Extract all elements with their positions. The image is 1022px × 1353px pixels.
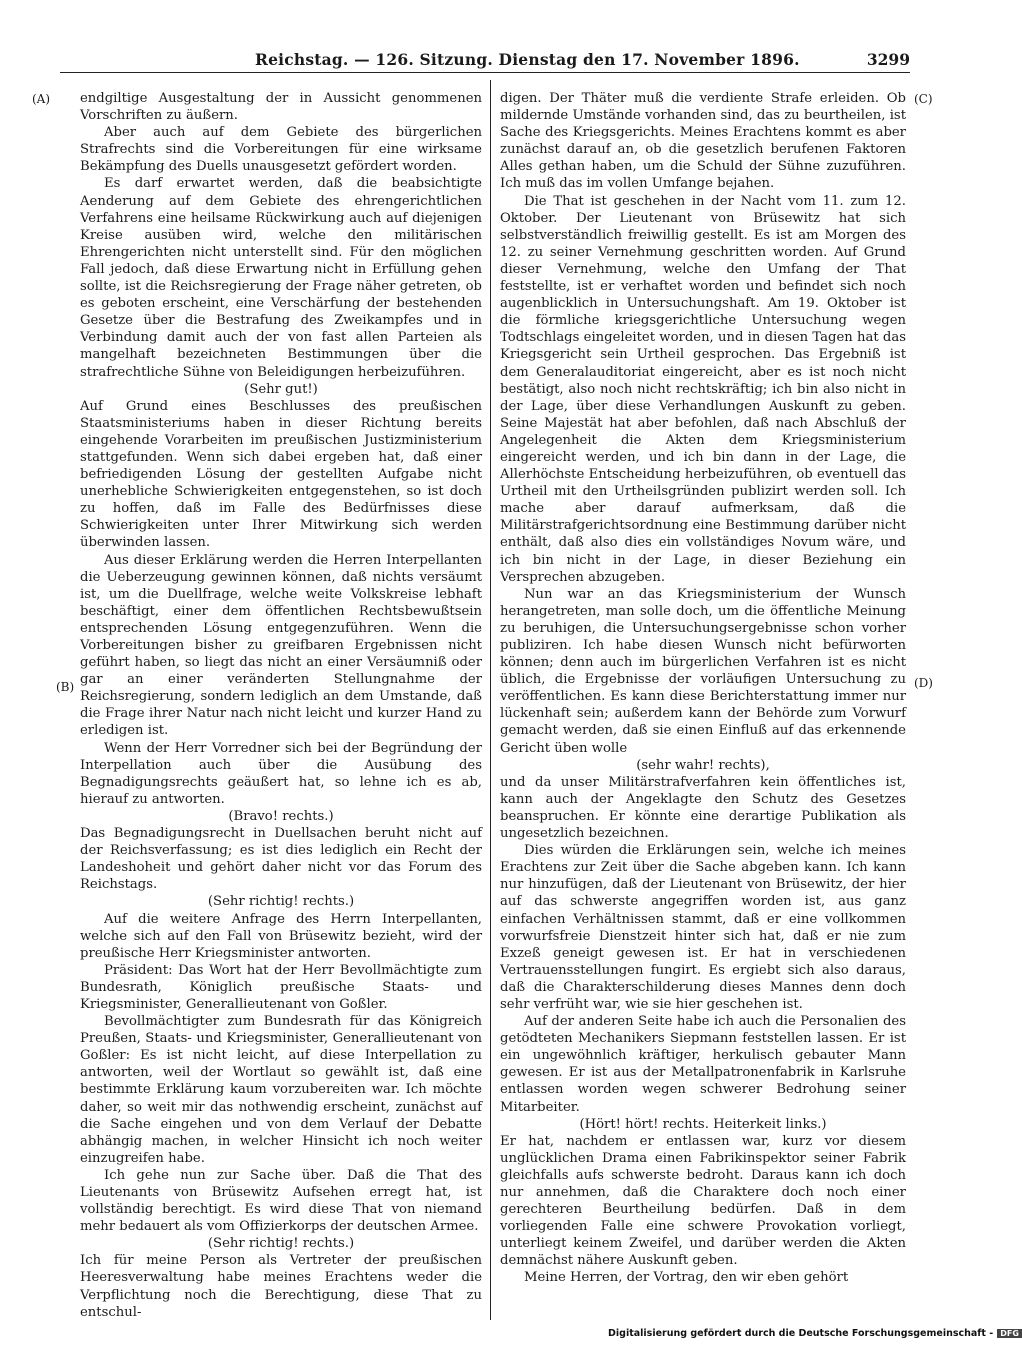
paragraph: (sehr wahr! rechts), [636,757,770,773]
dfg-logo: DFG [997,1329,1022,1338]
paragraph: Aber auch auf dem Gebiete des bürgerlichen Strafrechts sind die Vorbereitungen für eine wirksame Bekämpfung des Duells unausgesetzt gefördert worden. [80,125,482,175]
paragraph: Die That ist geschehen in der Nacht vom 11. zum 12. Oktober. Der Lieutenant von Brüsewitz hat sich selbstverständlich freiwillig gestellt. Es ist am Morgen des 12. zu seiner Vernehmung geschritten worden. Auf Grund dieser Vernehmung, welche den Umfang der That feststellte, ist er verhaftet worden und befindet sich noch augenblicklich in Untersuchungshaft. Am 19. Oktober ist die förmliche kriegsgerichtliche Untersuchung wegen Todtschlags eingeleitet worden, und in diesen Tagen hat das Kriegsgericht sein Urtheil gesprochen. Das Ergebniß ist dem Generalauditoriat eingereicht, aber es ist noch nicht bestätigt, also noch nicht rechtskräftig; ich bin also nicht in der Lage, über diese Verhandlungen Auskunft zu geben. Seine Majestät hat aber befohlen, daß nach Abschluß der Angelegenheit die Akten dem Kriegsministerium eingereicht werden, und ich bin dann in der Lage, die Allerhöchste Entscheidung herbeizuführen, ob eventuell das Urtheil mit den Urtheilsgründen publizirt werden soll. Ich mache aber darauf aufmerksam, daß die Militärstrafgerichtsordnung eine Bestimmung darüber nicht enthält, daß also dies ein vollständiges Novum wäre, und ich bin nicht in der Lage, in dieser Beziehung ein Versprechen abzugeben. [500,193,906,585]
margin-mark-c: (C) [914,92,933,106]
paragraph: (Sehr richtig! rechts.) [207,1236,355,1252]
paragraph: Auf der anderen Seite habe ich auch die Personalien des getödteten Mechanikers Siepmann feststellen lassen. Er ist ein ungewöhnlich kräftiger, herkulisch gebauter Mann gewesen. Er ist aus der Metallpatronenfabrik in Karlsruhe entlassen worden wegen schwerer Bedrohung seiner Mitarbeiter. [500,1014,906,1115]
paragraph: (Hört! hört! rechts. Heiterkeit links.) [579,1116,827,1132]
column-divider [490,80,491,1320]
footer-text: Digitalisierung gefördert durch die Deutsche Forschungsgemeinschaft - [608,1328,994,1339]
paragraph: Meine Herren, der Vortrag, den wir eben gehört [524,1270,849,1286]
paragraph: (Sehr richtig! rechts.) [207,894,355,910]
paragraph: Es darf erwartet werden, daß die beabsichtigte Aenderung auf dem Gebiete des ehrengerichtlichen Verfahrens eine heilsame Rückwirkung auch auf diejenigen Kreise ausüben wird, welche den militärischen Ehrengerichten nicht unterstellt sind. Für den möglichen Fall jedoch, daß diese Erwartung nicht in Erfüllung gehen sollte, ist die Reichsregierung der Frage näher getreten, ob es geboten erscheint, eine Verschärfung der bestehenden Gesetze über die Bestrafung des Zweikampfes und in Verbindung damit auch der von fast allen Parteien als mangelhaft bezeichneten Bestimmungen über die strafrechtliche Sühne von Beleidigungen herbeizuführen. [80,176,482,380]
header-rule [60,72,910,73]
paragraph: Wenn der Herr Vorredner sich bei der Begründung der Interpellation auch über die Ausübung des Begnadigungsrechts geäußert hat, so lehne ich es ab, hierauf zu antworten. [80,740,482,807]
paragraph: Dies würden die Erklärungen sein, welche ich meines Erachtens zur Zeit über die Sache abgeben kann. Ich kann nur hinzufügen, daß der Lieutenant von Brüsewitz, der hier auf das schwerste angegriffen worden ist, aus ganz einfachen Verhältnissen stammt, daß er eine vollkommen vorwurfsfreie Dienstzeit hinter sich hat, daß er nie zum Exzeß geneigt gewesen ist. Er hat in verschiedenen Vertrauensstellungen fungirt. Es ergiebt sich also daraus, daß die Charakterschilderung dieses Mannes denn doch sehr verfrüht war, wie sie hier geschehen ist. [500,843,906,1012]
page-number: 3299 [866,50,910,69]
paragraph: endgiltige Ausgestaltung der in Aussicht genommenen Vorschriften zu äußern. [80,91,482,124]
paragraph: (Sehr gut!) [244,381,318,397]
paragraph: Auf Grund eines Beschlusses des preußischen Staatsministeriums haben in dieser Richtung bereits eingehende Vorarbeiten im preußischen Justizministerium stattgefunden. Wenn sich dabei ergeben hat, daß einer befriedigenden Lösung der gestellten Aufgabe nicht unerhebliche Schwierigkeiten entgegenstehen, so ist doch zu hoffen, daß im Falle des Bedürfnisses diese Schwierigkeiten unter Ihrer Mitwirkung sich werden überwinden lassen. [80,398,482,551]
paragraph: Aus dieser Erklärung werden die Herren Interpellanten die Ueberzeugung gewinnen können, daß nichts versäumt ist, um die Duellfrage, welche weite Volkskreise lebhaft beschäftigt, einer dem öffentlichen Rechtsbewußtsein entsprechenden Lösung entgegenzuführen. Wenn die Vorbereitungen bisher zu greifbaren Ergebnissen nicht geführt haben, so liegt das nicht an einer Versäumniß oder gar an einer veränderten Stellungnahme der Reichsregierung, sondern lediglich an dem Umstande, daß die Frage ihrer Natur nach nicht leicht und kurzer Hand zu erledigen ist. [80,552,482,739]
paragraph: Präsident: Das Wort hat der Herr Bevollmächtigte zum Bundesrath, Königlich preußische Staats- und Kriegsminister, Generallieutenant von Goßler. [80,962,482,1012]
paragraph: (Bravo! rechts.) [228,808,334,824]
right-text-column [500,90,906,1287]
running-title: Reichstag. — 126. Sitzung. Dienstag den 17. November 1896. [255,50,800,69]
paragraph: Ich für meine Person als Vertreter der preußischen Heeresverwaltung habe meines Erachtens weder die Verpflichtung noch die Berechtigung, diese That zu entschul- [80,1253,482,1320]
margin-mark-a: (A) [32,92,51,106]
paragraph: Das Begnadigungsrecht in Duellsachen beruht nicht auf der Reichsverfassung; es ist dies lediglich ein Recht der Landeshoheit und gehört daher nicht vor das Forum des Reichstags. [80,826,482,893]
footer-credit [608,1328,1022,1339]
left-text-column [80,90,482,1321]
margin-mark-b: (B) [56,680,75,694]
page-header [60,50,910,74]
paragraph: Nun war an das Kriegsministerium der Wunsch herangetreten, man solle doch, um die öffentliche Meinung zu beruhigen, die Untersuchungsergebnisse schon vorher publiziren. Ich habe diesen Wunsch nicht befürworten können; denn auch im bürgerlichen Verfahren ist es nicht üblich, die Ergebnisse der vorläufigen Untersuchung zu veröffentlichen. Es kann diese Berichterstattung immer nur lückenhaft sein; außerdem kann der Behörde zum Vorwurf gemacht werden, daß sie einen Einfluß auf das erkennende Gericht üben wolle [500,586,906,756]
paragraph: Er hat, nachdem er entlassen war, kurz vor diesem unglücklichen Drama einen Fabrikinspektor seiner Fabrik gleichfalls aufs schwerste bedroht. Daraus kann ich doch nur annehmen, daß die Charaktere doch noch einer gerechteren Beurtheilung bedürfen. Daß in dem vorliegenden Falle eine schwere Provokation vorliegt, unterliegt keinem Zweifel, und darüber werden die Akten demnächst nähere Auskunft geben. [500,1133,906,1269]
paragraph: Auf die weitere Anfrage des Herrn Interpellanten, welche sich auf den Fall von Brüsewitz bezieht, wird der preußische Herr Kriegsminister antworten. [80,911,482,961]
paragraph: Bevollmächtigter zum Bundesrath für das Königreich Preußen, Staats- und Kriegsminister, Generallieutenant von Goßler: Es ist nicht leicht, auf diese Interpellation zu antworten, weil der Wortlaut so gewählt ist, daß eine bestimmte Erklärung kaum vorzubereiten war. Ich möchte daher, so weit mir das nothwendig erscheint, zunächst auf die Sache eingehen und von dem Verlauf der Debatte abhängig machen, in welcher Hinsicht ich noch weiter einzugreifen habe. [80,1014,482,1166]
paragraph: und da unser Militärstrafverfahren kein öffentliches ist, kann auch der Angeklagte den Schutz des Gesetzes beanspruchen. Er könnte eine derartige Publikation als ungesetzlich bezeichnen. [500,774,906,842]
paragraph: digen. Der Thäter muß die verdiente Strafe erleiden. Ob mildernde Umstände vorhanden sind, das zu beurtheilen, ist Sache des Kriegsgerichts. Meines Erachtens kommt es aber zunächst darauf an, ob die gesetzlich berufenen Faktoren Alles gethan haben, um die Schuld der Sühne zuzuführen. Ich muß das im vollen Umfange bejahen. [500,91,906,192]
paragraph: Ich gehe nun zur Sache über. Daß die That des Lieutenants von Brüsewitz Aufsehen erregt hat, ist vollständig berechtigt. Es wird diese That von niemand mehr bedauert als vom Offizierkorps der deutschen Armee. [80,1167,482,1235]
margin-mark-d: (D) [914,676,933,690]
